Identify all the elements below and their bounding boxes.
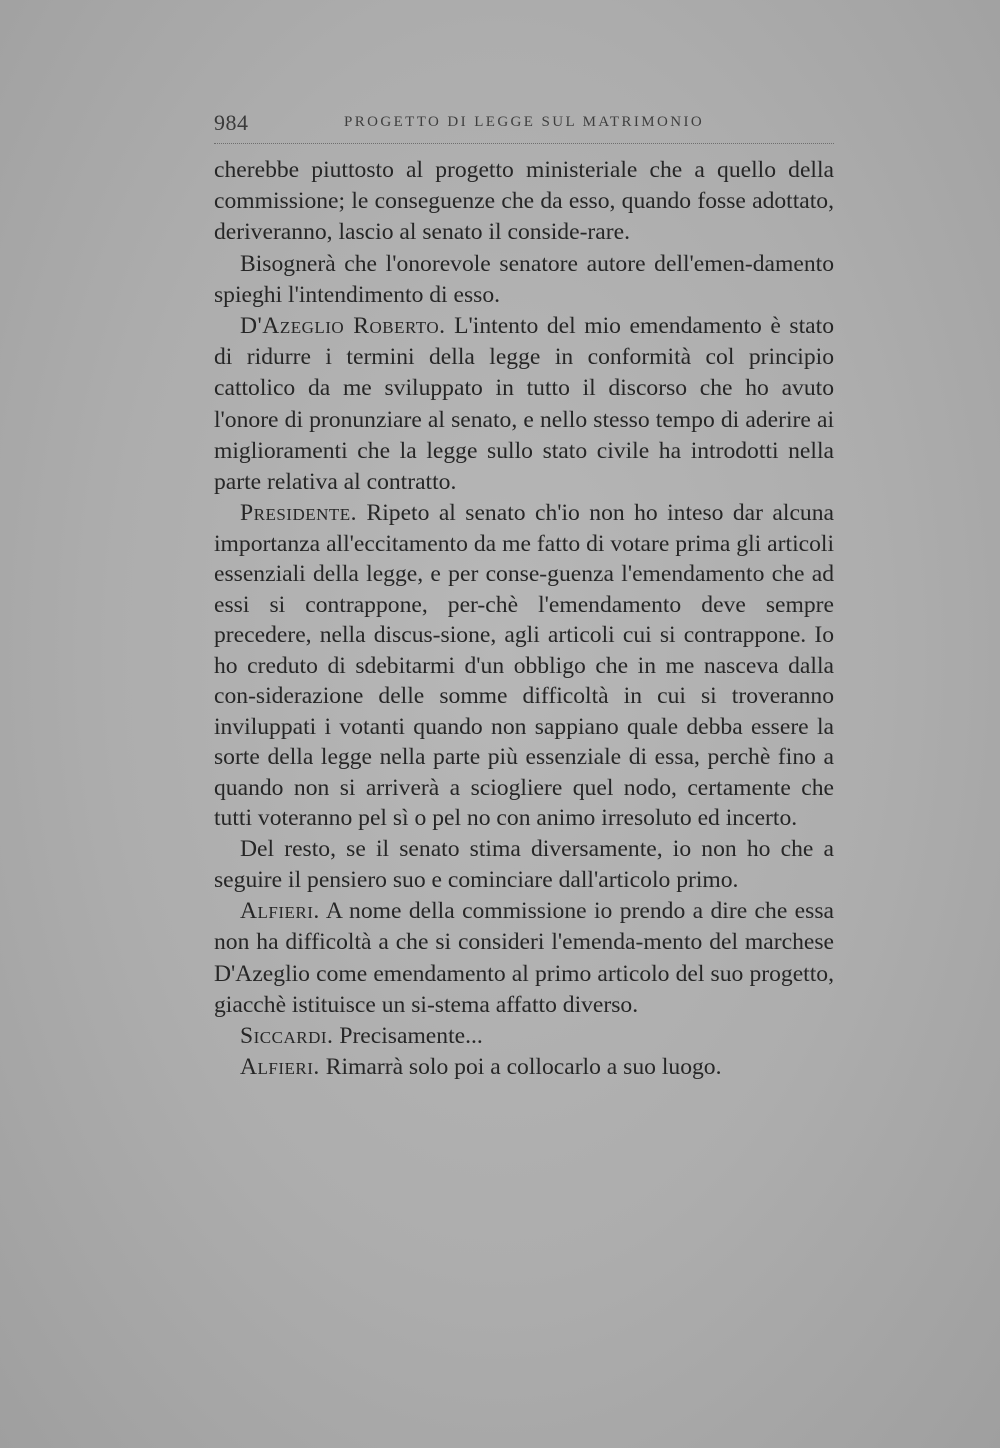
paragraph-text: Rimarrà solo poi a collocarlo a suo luogo. — [325, 1054, 722, 1081]
speaker-name: Alfieri. — [240, 898, 320, 925]
paragraph-7 — [214, 1021, 834, 1052]
paragraph-2 — [214, 249, 834, 311]
paragraph-6 — [214, 896, 834, 1021]
page-header — [214, 108, 834, 140]
paragraph-text: Precisamente... — [339, 1022, 483, 1049]
speaker-name: Siccardi. — [240, 1022, 334, 1049]
speaker-name: Alfieri. — [240, 1054, 320, 1081]
paragraph-text: Ripeto al senato ch'io non ho inteso dar alcuna importanza all'eccitamento da me fatto di votare prima gli articoli essenziali della legge, e per conse-guenza l'emendamento che ad essi si contrappone, per-chè l'emendamento deve sempre precedere, nella discus-sione, agli articoli cui si contrappone. Io ho creduto di sdebitarmi d'un obbligo che in me nasceva dalla con-siderazione delle somme difficoltà in cui si troveranno inviluppati i votanti quando non sappiano quale debba essere la sorte della legge nella parte più essenziale di essa, perchè fino a quando non si arriverà a sciogliere quel nodo, certamente che tutti voteranno pel sì o pel no con animo irresoluto ed incerto. — [214, 500, 834, 832]
speaker-name: Presidente. — [240, 500, 358, 527]
body-text — [214, 155, 834, 1083]
paragraph-3 — [214, 311, 834, 498]
paragraph-4 — [214, 498, 834, 834]
speaker-name: D'Azeglio Roberto. — [240, 313, 446, 340]
paragraph-text: Bisognerà che l'onorevole senatore autore dell'emen-damento spieghi l'intendimento di esso. — [214, 250, 834, 308]
running-head: PROGETTO DI LEGGE SUL MATRIMONIO — [344, 114, 705, 130]
page-number: 984 — [214, 110, 249, 135]
paragraph-1 — [214, 155, 834, 249]
paragraph-text: A nome della commissione io prendo a dire che essa non ha difficoltà a che si consideri l'emenda-mento del marchese D'Azeglio come emendamento al primo articolo del suo progetto, giacchè istituisce un si-stema affatto diverso. — [214, 898, 834, 1018]
header-rule — [214, 143, 834, 144]
paragraph-text: cherebbe piuttosto al progetto ministeriale che a quello della commissione; le conseguenze che da esso, quando fosse adottato, deriveranno, lascio al senato il conside-rare. — [214, 157, 834, 246]
paragraph-text: Del resto, se il senato stima diversamente, io non ho che a seguire il pensiero suo e cominciare dall'articolo primo. — [214, 835, 834, 893]
paragraph-8 — [214, 1052, 834, 1083]
paragraph-5 — [214, 834, 834, 896]
paragraph-text: L'intento del mio emendamento è stato di ridurre i termini della legge in conformità col principio cattolico da me sviluppato in tutto il discorso che ho avuto l'onore di pronunziare al senato, e nello stesso tempo di aderire ai miglioramenti che la legge sullo stato civile ha introdotti nella parte relativa al contratto. — [214, 313, 834, 496]
